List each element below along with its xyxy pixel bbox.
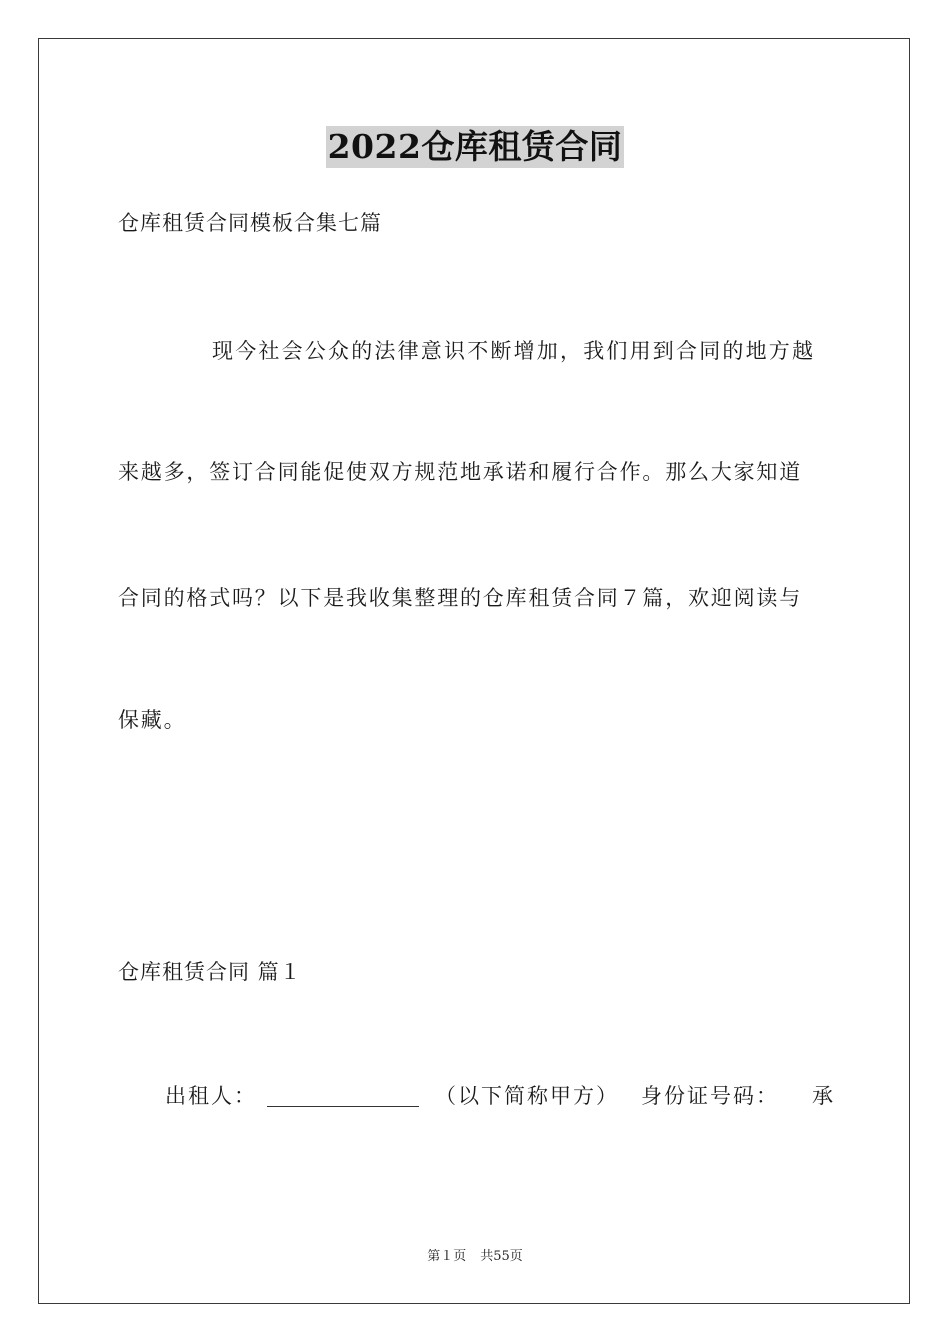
page-number-total: 共55页 — [480, 1249, 523, 1264]
document-title: 2022仓库租赁合同 — [327, 127, 623, 166]
intro-paragraph-line-3: 合同的格式吗？以下是我收集整理的仓库租赁合同７篇，欢迎阅读与 — [118, 586, 802, 610]
page-footer — [0, 1248, 950, 1266]
lessor-info-line — [165, 1081, 833, 1111]
intro-paragraph-line-4: 保藏。 — [118, 708, 187, 732]
document-subtitle: 仓库租赁合同模板合集七篇 — [118, 211, 382, 235]
section-title-contract-1: 仓库租赁合同 篇１ — [118, 960, 302, 984]
intro-paragraph-line-1: 现今社会公众的法律意识不断增加，我们用到合同的地方越 — [212, 339, 816, 363]
lessor-name-blank — [267, 1084, 419, 1107]
lessor-note: （以下简称甲方） — [435, 1084, 619, 1108]
lessee-label-start: 承 — [812, 1084, 833, 1108]
page-number-current: 第１页 — [427, 1249, 467, 1264]
lessor-label: 出租人： — [165, 1084, 257, 1108]
id-number-label: 身份证号码： — [641, 1084, 779, 1108]
intro-paragraph-line-2: 来越多，签订合同能促使双方规范地承诺和履行合作。那么大家知道 — [118, 460, 802, 484]
title-container — [0, 126, 950, 168]
